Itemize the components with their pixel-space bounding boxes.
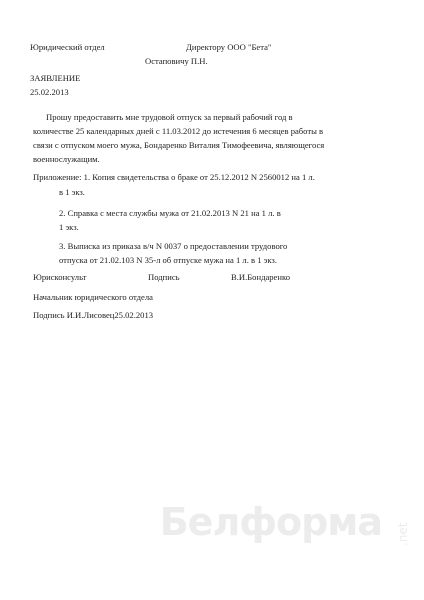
- attachment-line-4: 1 экз.: [59, 222, 79, 232]
- body-line-1: Прошу предоставить мне трудовой отпуск за первый рабочий год в: [46, 112, 293, 122]
- signature-label: Подпись: [148, 272, 180, 282]
- department-label: Юридический отдел: [30, 42, 105, 52]
- attachment-line-3: 2. Справка с места службы мужа от 21.02.2013 N 21 на 1 л. в: [59, 208, 281, 218]
- watermark-domain-suffix: [396, 498, 410, 554]
- body-line-2: количестве 25 календарных дней с 11.03.2012 до истечения 6 месяцев работы в: [33, 126, 324, 136]
- attachment-line-5: 3. Выписка из приказа в/ч N 0037 о предоставлении трудового: [59, 241, 288, 251]
- document-title: ЗАЯВЛЕНИЕ: [30, 73, 81, 83]
- body-line-4: военнослужащим.: [33, 154, 100, 164]
- addressee-line-1: Директору ООО "Бета": [186, 42, 272, 52]
- document-date: 25.02.2013: [30, 87, 69, 97]
- attachment-line-2: в 1 экз.: [59, 187, 85, 197]
- body-line-3: связи с отпуском моего мужа, Бондаренко Виталия Тимофеевича, являющегося: [33, 140, 325, 150]
- belforma-watermark-logo: Белформа: [159, 500, 382, 544]
- addressee-line-2: Остаповичу П.Н.: [145, 56, 208, 66]
- attachment-line-6: отпуска от 21.02.103 N 35-л об отпуске мужа на 1 л. в 1 экз.: [59, 255, 277, 265]
- approver-signature: Подпись И.И.Лисовец25.02.2013: [33, 310, 154, 320]
- approver-title: Начальник юридического отдела: [33, 292, 153, 302]
- watermark-suffix-text: .net: [396, 522, 410, 546]
- signer-position: Юрисконсульт: [33, 272, 87, 282]
- signer-name: В.И.Бондаренко: [231, 272, 290, 282]
- attachment-line-1: Приложение: 1. Копия свидетельства о браке от 25.12.2012 N 2560012 на 1 л.: [33, 172, 315, 182]
